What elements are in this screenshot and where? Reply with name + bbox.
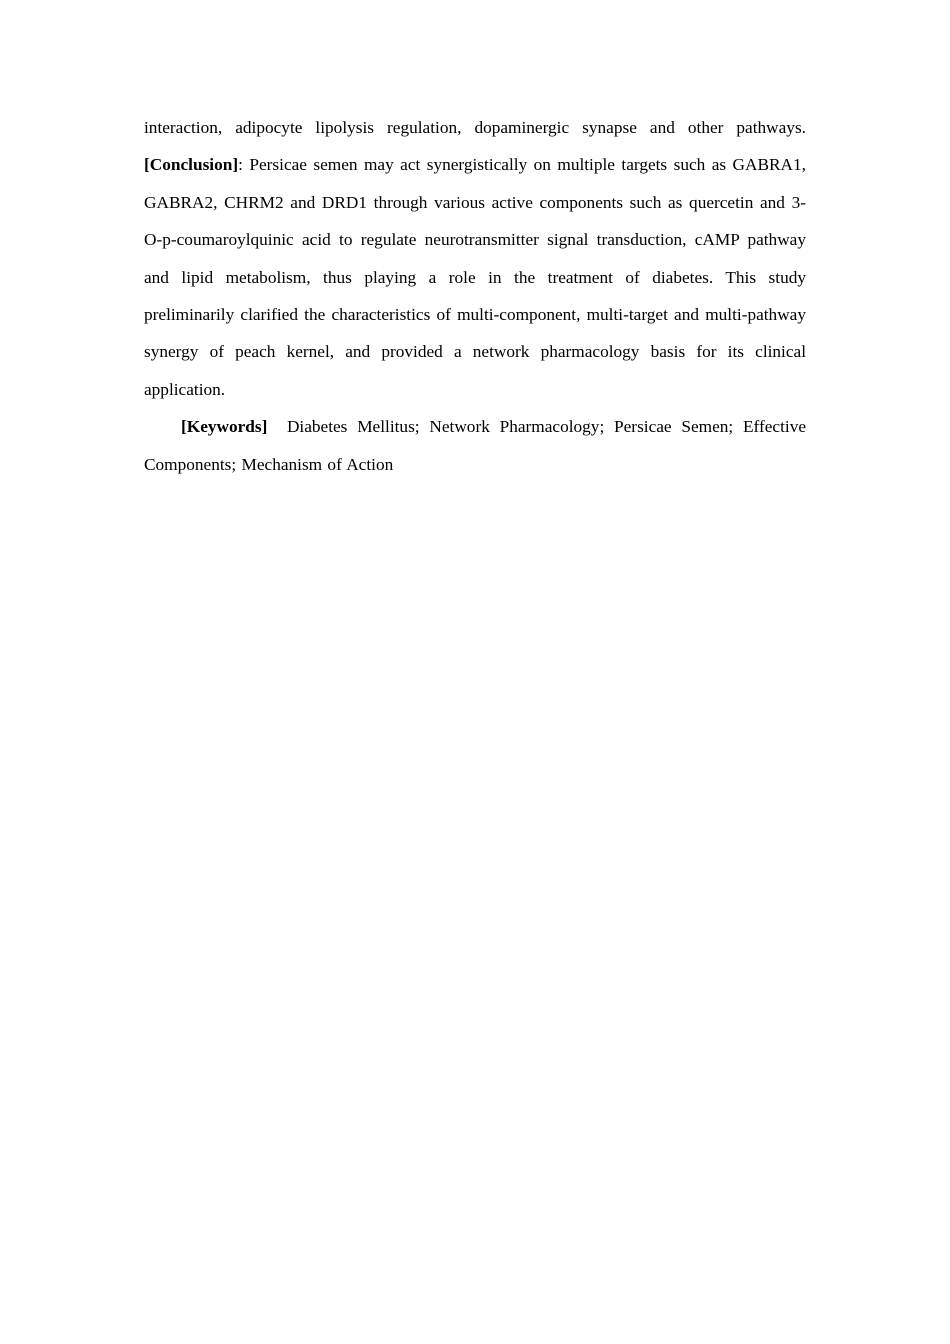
- conclusion-text: Persicae semen may act synergistically on multiple targets such as GABRA1, GABRA2, CHRM2 and DRD1 through various active components such as quercetin and 3-O-p-coumaroylquinic acid to regulate neurotransmitter signal transduction, cAMP pathway and lipid metabolism, thus playing a role in the treatment of diabetes. This study preliminarily clarified the characteristics of multi-component, multi-target and multi-pathway synergy of peach kernel, and provided a network pharmacology basis for its clinical application.: [144, 155, 807, 399]
- keywords-paragraph: [144, 408, 806, 483]
- abstract-body: [144, 109, 806, 483]
- keywords-label: [Keywords]: [181, 417, 268, 437]
- abstract-paragraph: [144, 109, 806, 408]
- conclusion-colon: :: [238, 155, 243, 175]
- abstract-results-tail: interaction, adipocyte lipolysis regulation, dopaminergic synapse and other pathways.: [144, 118, 806, 137]
- keywords-text: Diabetes Mellitus; Network Pharmacology; Persicae Semen; Effective Components; Mechanism of Action: [144, 417, 807, 474]
- conclusion-label: [Conclusion]: [144, 155, 239, 175]
